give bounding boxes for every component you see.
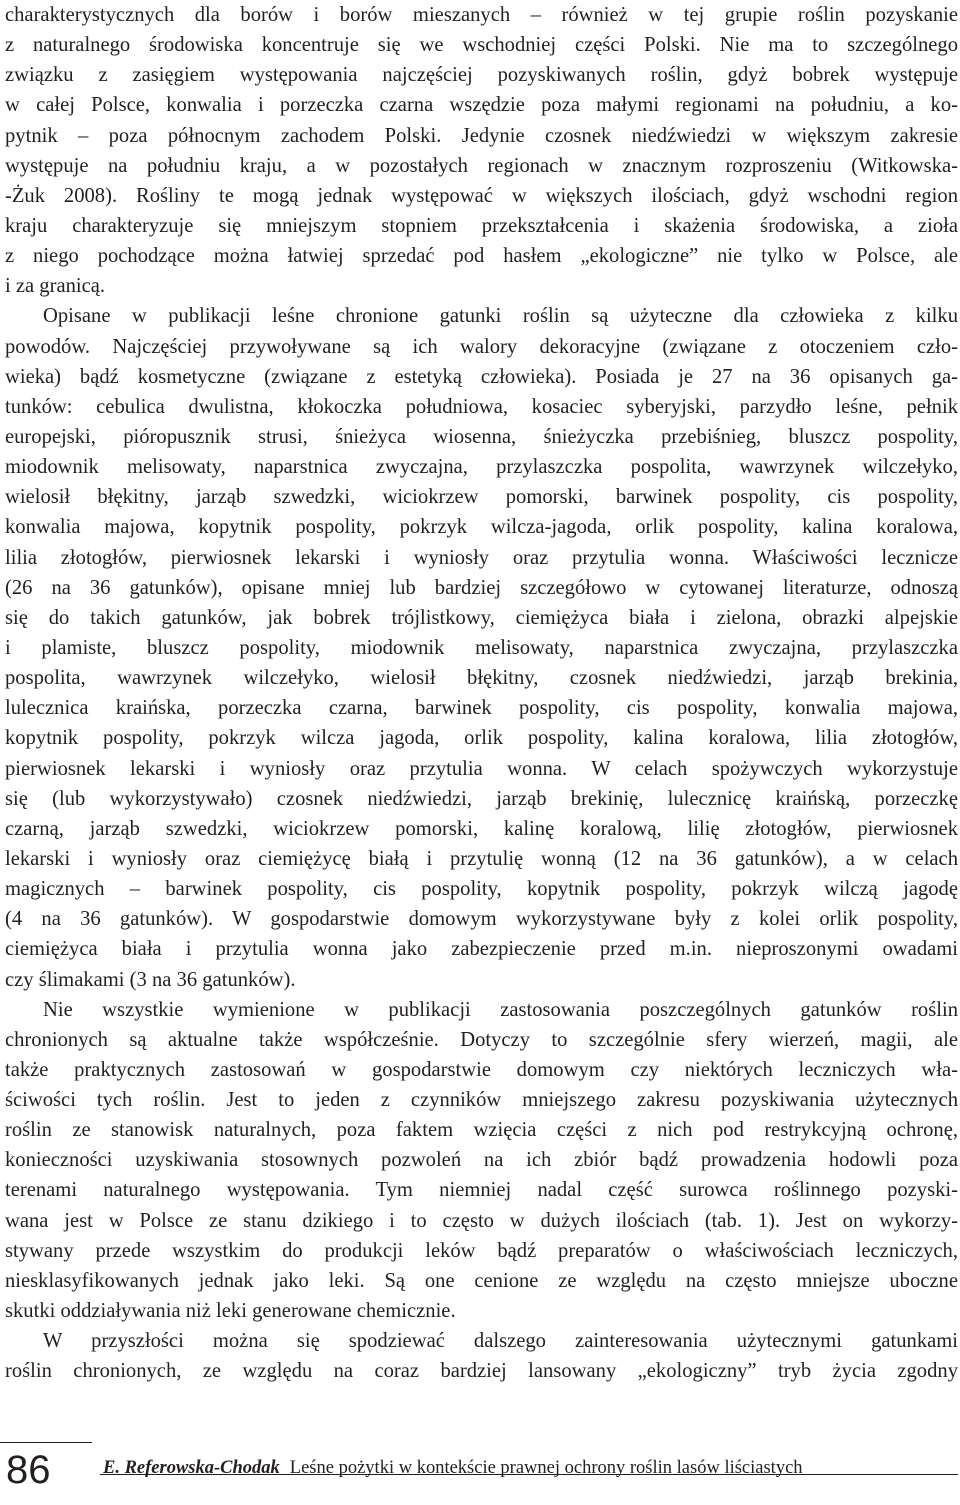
text-line: związku z zasięgiem występowania najczęściej pozyskiwanych roślin, gdyż bobrek występuje	[5, 64, 958, 87]
text-line: wana jest w Polsce ze stanu dzikiego i to często w dużych ilościach (tab. 1). Jest on wykorzy-	[5, 1209, 958, 1232]
text-line: chronionych są aktualne także współcześnie. Dotyczy to szczególnie sfery wierzeń, magii, ale	[5, 1028, 958, 1051]
text-line: w całej Polsce, konwalia i porzeczka czarna wszędzie poza małymi regionami na południu, a ko-	[5, 94, 958, 117]
text-line: powodów. Najczęściej przywoływane są ich walory dekoracyjne (związane z otoczeniem czło-	[5, 335, 958, 358]
text-line: stywany przede wszystkim do produkcji leków bądź preparatów o właściwościach leczniczych,	[5, 1239, 958, 1262]
text-line: -Żuk 2008). Rośliny te mogą jednak występować w większych ilościach, gdyż wschodni region	[5, 184, 958, 207]
text-line: i za granicą.	[5, 275, 106, 298]
text-line: konieczności uzyskiwania stosownych pozwoleń na ich zbiór bądź prowadzenia hodowli poza	[5, 1149, 958, 1172]
text-line: wieka) bądź kosmetyczne (związane z estetyką człowieka). Posiada je 27 na 36 opisanych ga-	[5, 365, 958, 388]
text-line: lilia złotogłów, pierwiosnek lekarski i wyniosły oraz przytulia wonna. Właściwości lecznicze	[5, 546, 958, 569]
text-line: pospolita, wawrzynek wilczełyko, wielosił błękitny, czosnek niedźwiedzi, jarząb brekinia,	[5, 667, 958, 690]
text-line: miodownik melisowaty, naparstnica zwyczajna, przylaszczka pospolita, wawrzynek wilczełyko,	[5, 456, 958, 479]
text-line: roślin chronionych, ze względu na coraz bardziej lansowany „ekologiczny” tryb życia zgodny	[5, 1360, 958, 1383]
footer-rule-left	[0, 1442, 92, 1443]
body-text	[5, 0, 958, 1386]
text-line: Nie wszystkie wymienione w publikacji zastosowania poszczególnych gatunków roślin	[43, 998, 958, 1021]
text-line: czy ślimakami (3 na 36 gatunków).	[5, 968, 296, 991]
text-line: charakterystycznych dla borów i borów mieszanych – również w tej grupie roślin pozyskanie	[5, 4, 958, 26]
text-line: (4 na 36 gatunków). W gospodarstwie domowym wykorzystywane były z kolei orlik pospolity,	[5, 908, 958, 931]
text-line: się (lub wykorzystywało) czosnek niedźwiedzi, jarząb brekinię, lulecznicę kraińską, porzeczkę	[5, 787, 958, 810]
text-line: kopytnik pospolity, pokrzyk wilcza jagoda, orlik pospolity, kalina koralowa, lilia złotogłów,	[5, 727, 958, 750]
footer-author: E. Referowska-Chodak	[103, 1458, 280, 1478]
text-line: i plamiste, bluszcz pospolity, miodownik melisowaty, naparstnica zwyczajna, przylaszczka	[5, 636, 958, 659]
text-line: pierwiosnek lekarski i wyniosły oraz przytulia wonna. W celach spożywczych wykorzystuje	[5, 757, 958, 780]
text-line: ciemiężyca biała i przytulia wonna jako zabezpieczenie przed m.in. nieproszonymi owadami	[5, 938, 958, 961]
text-line: europejski, pióropusznik strusi, śnieżyca wiosenna, śnieżyczka przebiśnieg, bluszcz pospolity,	[5, 425, 958, 448]
page-number: 86	[6, 1448, 51, 1492]
text-line: (26 na 36 gatunków), opisane mniej lub bardziej szczegółowo w cytowanej literaturze, odnoszą	[5, 576, 958, 599]
running-footer	[103, 1457, 803, 1479]
text-line: występuje na południu kraju, a w pozostałych regionach w znacznym rozproszeniu (Witkowska-	[5, 154, 958, 177]
text-line: wielosił błękitny, jarząb szwedzki, wiciokrzew pomorski, barwinek pospolity, cis pospolity,	[5, 486, 958, 509]
text-line: konwalia majowa, kopytnik pospolity, pokrzyk wilcza-jagoda, orlik pospolity, kalina koralowa,	[5, 516, 958, 539]
text-line: pytnik – poza północnym zachodem Polski. Jedynie czosnek niedźwiedzi w większym zakresie	[5, 124, 958, 147]
text-line: czarną, jarząb szwedzki, wiciokrzew pomorski, kalinę koralową, lilię złotogłów, pierwiosnek	[5, 817, 958, 840]
text-line: także praktycznych zastosowań w gospodarstwie domowym czy niektórych leczniczych wła-	[5, 1058, 958, 1081]
text-line: W przyszłości można się spodziewać dalszego zainteresowania użytecznymi gatunkami	[43, 1330, 958, 1353]
text-line: Opisane w publikacji leśne chronione gatunki roślin są użyteczne dla człowieka z kilku	[43, 305, 958, 328]
text-line: magicznych – barwinek pospolity, cis pospolity, kopytnik pospolity, pokrzyk wilczą jagodę	[5, 878, 958, 901]
text-line: lekarski i wyniosły oraz ciemiężycę białą i przytulię wonną (12 na 36 gatunków), a w celach	[5, 847, 958, 870]
text-line: się do takich gatunków, jak bobrek trójlistkowy, ciemiężyca biała i zielona, obrazki alpejskie	[5, 606, 958, 629]
text-line: tunków: cebulica dwulistna, kłokoczka południowa, kosaciec syberyjski, parzydło leśne, pełnik	[5, 395, 958, 418]
text-line: skutki oddziaływania niż leki generowane chemicznie.	[5, 1300, 456, 1323]
text-line: terenami naturalnego występowania. Tym niemniej nadal część surowca roślinnego pozyski-	[5, 1179, 958, 1202]
text-line: kraju charakteryzuje się mniejszym stopniem przekształcenia i skażenia środowiska, a zioła	[5, 214, 958, 237]
footer-title: Leśne pożytki w kontekście prawnej ochrony roślin lasów liściastych	[289, 1458, 803, 1478]
text-line: z niego pochodzące można łatwiej sprzedać pod hasłem „ekologiczne” nie tylko w Polsce, ale	[5, 245, 958, 268]
text-line: roślin ze stanowisk naturalnych, poza faktem wzięcia części z nich pod restrykcyjną ochronę,	[5, 1119, 958, 1142]
text-line: ściwości tych roślin. Jest to jeden z czynników mniejszego zakresu pozyskiwania użytecznych	[5, 1089, 958, 1112]
text-line: lulecznica kraińska, porzeczka czarna, barwinek pospolity, cis pospolity, konwalia majowa,	[5, 697, 958, 720]
text-line: niesklasyfikowanych jednak jako leki. Są one cenione ze względu na często mniejsze uboczne	[5, 1269, 958, 1292]
text-line: z naturalnego środowiska koncentruje się we wschodniej części Polski. Nie ma to szczególnego	[5, 34, 958, 57]
